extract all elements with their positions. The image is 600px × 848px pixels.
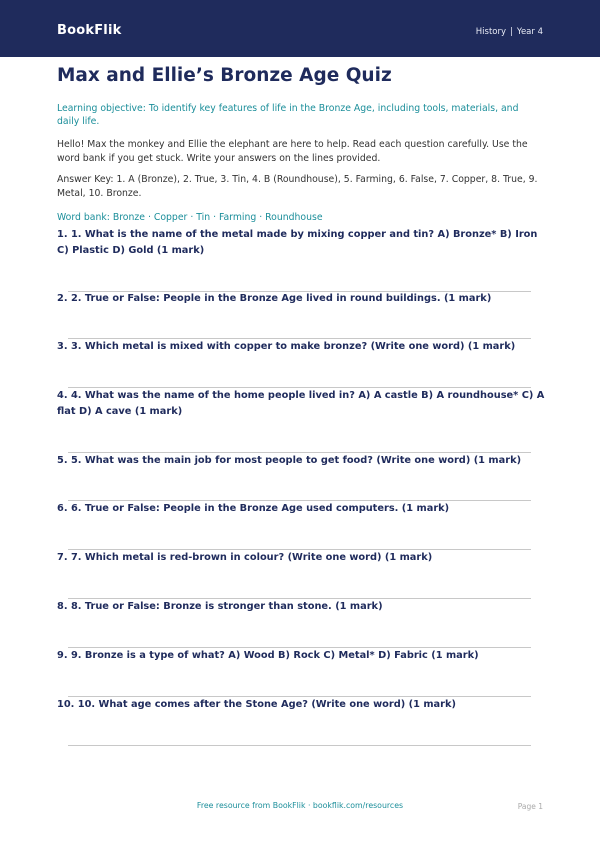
- page-header: [0, 0, 600, 57]
- question-text: 9. 9. Bronze is a type of what? A) Wood B) Rock C) Metal* D) Fabric (1 mark): [57, 650, 479, 661]
- question-text: 7. 7. Which metal is red-brown in colour? (Write one word) (1 mark): [57, 552, 433, 563]
- question-item: [57, 599, 547, 647]
- question-text: 5. 5. What was the main job for most people to get food? (Write one word) (1 mark): [57, 455, 522, 466]
- question-item: [57, 388, 547, 452]
- question-item: [57, 697, 547, 745]
- question-text: 6. 6. True or False: People in the Bronze Age used computers. (1 mark): [57, 503, 450, 514]
- question-text: 2. 2. True or False: People in the Bronze Age lived in round buildings. (1 mark): [57, 293, 492, 304]
- question-text: 10. 10. What age comes after the Stone Age? (Write one word) (1 mark): [57, 699, 456, 710]
- question-text: 4. 4. What was the name of the home people lived in? A) A castle B) A roundhouse* C) A flat D) A cave (1 mark): [57, 390, 545, 417]
- question-list: [57, 227, 547, 746]
- year-label: Year 4: [516, 27, 543, 37]
- brand-logo: BookFlik: [57, 23, 122, 38]
- word-bank: Word bank: Bronze · Copper · Tin · Farming · Roundhouse: [57, 212, 323, 223]
- question-text: 8. 8. True or False: Bronze is stronger than stone. (1 mark): [57, 601, 383, 612]
- question-item: [57, 339, 547, 387]
- answer-line[interactable]: [68, 745, 531, 746]
- subject-year: [476, 27, 543, 37]
- footer-text: Free resource from BookFlik · bookflik.com/resources: [196, 801, 404, 810]
- intro-section: [57, 64, 543, 224]
- question-item: [57, 453, 547, 500]
- subject-label: History: [475, 27, 507, 37]
- page-title: Max and Ellie’s Bronze Age Quiz: [57, 65, 392, 86]
- page-number: Page 1: [517, 802, 543, 811]
- question-text: 1. 1. What is the name of the metal made by mixing copper and tin? A) Bronze* B) Iron C) Plastic D) Gold (1 mark): [57, 229, 538, 256]
- question-item: [57, 291, 547, 338]
- intro-text: Hello! Max the monkey and Ellie the elephant are here to help. Read each question carefully. Use the word bank if you get stuck. Write your answers on the lines provided.: [57, 139, 528, 164]
- question-text: 3. 3. Which metal is mixed with copper to make bronze? (Write one word) (1 mark): [57, 341, 516, 352]
- learning-objective: Learning objective: To identify key features of life in the Bronze Age, including tools, materials, and daily life.: [57, 103, 519, 127]
- question-item: [57, 501, 547, 549]
- meta-separator: |: [510, 27, 513, 37]
- question-item: [57, 227, 547, 291]
- question-item: [57, 648, 547, 696]
- answer-key: Answer Key: 1. A (Bronze), 2. True, 3. Tin, 4. B (Roundhouse), 5. Farming, 6. False, 7. Copper, 8. True, 9. Metal, 10. Bronze.: [57, 174, 538, 199]
- question-item: [57, 550, 547, 598]
